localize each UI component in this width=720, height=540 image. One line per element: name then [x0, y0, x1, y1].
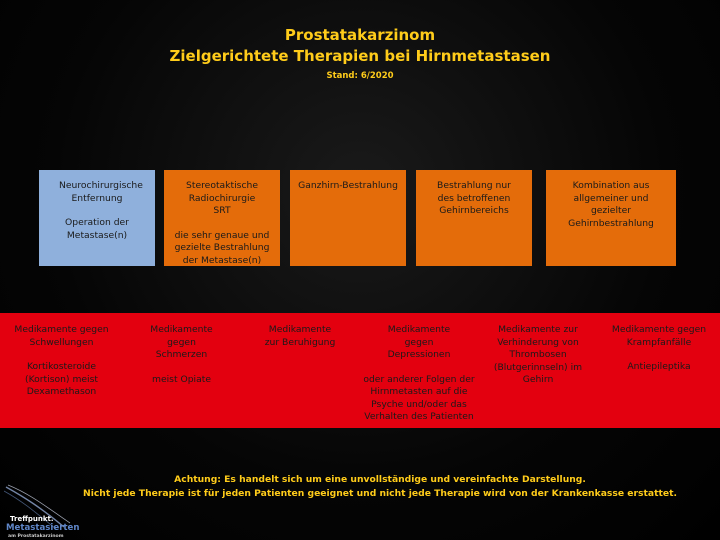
logo-line-1: Treffpunkt.	[10, 515, 54, 523]
therapy-title: Kombination aus allgemeiner und gezielter Gehirnbestrahlung	[568, 180, 654, 229]
medication-title: Medikamente zur Beruhigung	[264, 324, 336, 348]
medication-box-thrombosis	[478, 313, 598, 428]
medication-title: Medikamente zur Verhinderung von Thrombosen (Blutgerinnseln) im Gehirn	[493, 324, 583, 386]
medication-detail: meist Opiate	[152, 373, 211, 385]
medication-box-swelling	[0, 313, 123, 428]
therapy-box-combination	[546, 170, 676, 266]
logo-line-3: am Prostatakarzinom	[8, 534, 64, 539]
therapy-title: Bestrahlung nur des betroffenen Gehirnbereichs	[437, 180, 511, 217]
medication-box-sedation	[240, 313, 360, 428]
therapy-box-whole-brain	[290, 170, 406, 266]
page-subtitle: Zielgerichtete Therapien bei Hirnmetastasen	[169, 47, 551, 65]
medication-box-pain	[123, 313, 240, 428]
therapy-box-partial	[416, 170, 532, 266]
medication-box-depression	[360, 313, 478, 428]
therapy-detail: Operation der Metastase(n)	[65, 217, 129, 241]
medication-detail: Kortikosteroide (Kortison) meist Dexamethason	[25, 361, 98, 398]
therapy-box-srt	[164, 170, 280, 266]
disclaimer-line-1: Achtung: Es handelt sich um eine unvollständige und vereinfachte Darstellung.	[174, 474, 586, 485]
medication-title: Medikamente gegen Schmerzen	[150, 324, 213, 361]
medication-box-seizures	[598, 313, 720, 428]
disclaimer-line-2: Nicht jede Therapie ist für jeden Patienten geeignet und nicht jede Therapie wird von der Krankenkasse erstattet.	[83, 488, 677, 499]
date-label: Stand: 6/2020	[326, 71, 394, 81]
medication-title: Medikamente gegen Schwellungen	[14, 324, 109, 348]
medication-title: Medikamente gegen Krampfanfälle	[611, 324, 707, 348]
therapy-detail: die sehr genaue und gezielte Bestrahlung der Metastase(n)	[174, 229, 270, 266]
therapy-box-neurosurgery	[39, 170, 155, 266]
medication-detail: Antiepileptika	[627, 361, 691, 373]
logo	[4, 483, 82, 537]
page-title: Prostatakarzinom	[284, 26, 436, 44]
therapy-title: Ganzhirn-Bestrahlung	[298, 180, 398, 191]
medication-title: Medikamente gegen Depressionen	[387, 324, 451, 361]
medication-detail: oder anderer Folgen der Hirnmetasten auf die Psyche und/oder das Verhalten des Patienten	[363, 373, 475, 423]
logo-line-2: Metastasierten	[6, 523, 80, 533]
therapy-title: Neurochirurgische Entfernung	[59, 180, 143, 204]
therapy-title: Stereotaktische Radiochirurgie SRT	[186, 180, 258, 217]
